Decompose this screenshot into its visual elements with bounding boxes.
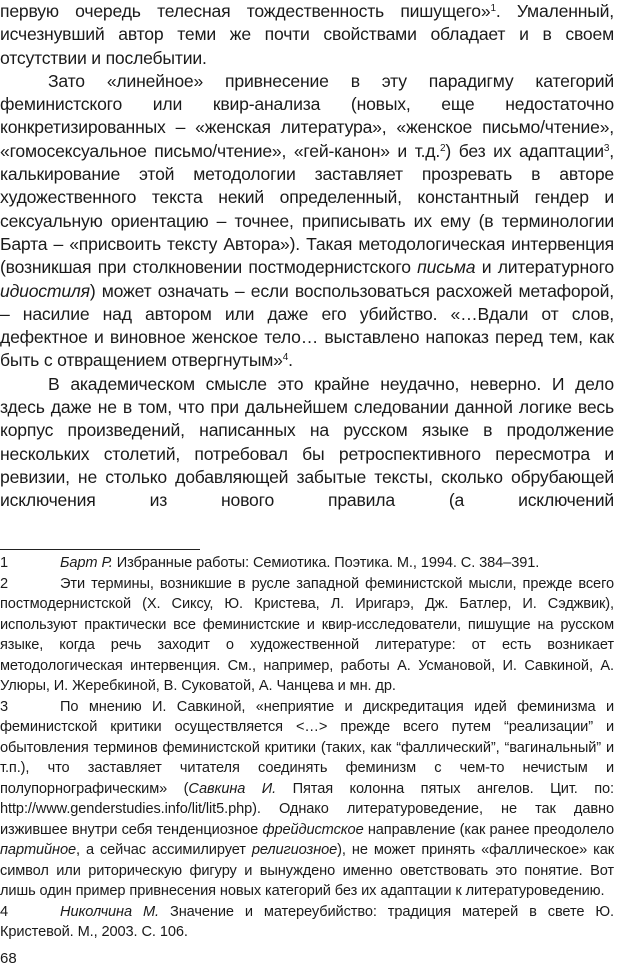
footnote-4: 4 Николчина М. Значение и матереубийство: традиция матерей в свете Ю. Кристевой. М., 2003. С. 106.	[0, 903, 614, 940]
footnote-1: 1 Барт Р. Избранные работы: Семиотика. Поэтика. М., 1994. С. 384–391.	[0, 553, 614, 574]
footnote-number: 1	[0, 555, 9, 571]
footnote-ref-4[interactable]: 4	[282, 352, 289, 364]
footnote-number: 2	[0, 575, 9, 592]
footnotes	[0, 553, 614, 943]
footnote-ref-3[interactable]: 3	[603, 142, 610, 154]
paragraph-2: В академическом смысле это крайне неудачно, неверно. И дело здесь даже не в том, что при дальнейшем следовании данной логике весь корпус произведений, написанных на русском языке в продолжение нескольких столетий, потребовал бы ретроспективного пересмотра и ревизии, не столько добавляющей забытые тексты, сколько обрубающей исключения из нового правила (а исключений	[0, 373, 614, 511]
footnote-2: 2 Эти термины, возникшие в русле западной феминистской мысли, прежде всего постмодернистской (Х. Сиксу, Ю. Кристева, Л. Иригарэ, Дж. Батлер, И. Сэджвик), используют практически все феминистские и квир-исследователи, пишущие на русском языке, когда речь заходит о художественной литературе: от есть возникает методологическая интервенция. См., например, работы А. Усмановой, И. Савкиной, А. Улюры, И. Жеребкиной, В. Суковатой, А. Чанцева и мн. др.	[0, 575, 614, 694]
footnote-number: 3	[0, 698, 9, 715]
footnote-number: 4	[0, 903, 9, 920]
paragraph-0: первую очередь телесная тождественность пишущего»$^1$. Умаленный, исчезнувший автор теми же почти свойствами обладает и в своем отсутствии и послебытии.	[0, 1, 614, 68]
footnote-ref-2[interactable]: 2	[440, 142, 446, 154]
footnote-divider	[0, 549, 200, 550]
page-number: 68	[0, 950, 17, 967]
paragraph-1: Зато «линейное» привнесение в эту парадигму категорий феминистского или квир-анализа (новых, еще недостаточно конкретизированных – «женская литература», «женское письмо/чтение», «гомосексуальное письмо/чтение», «гей-канон» и т.д.$^2$) без их адаптации$^3$, калькирование этой методологии заставляет прозревать в авторе художественного текста некий определенный, константный гендер и сексуальную ориентацию – точнее, приписывать их ему (в терминологии Барта – «присвоить тексту Автора»). Такая методологическая интервенция (возникшая при столкновении постмодернистского письма и литературного идиостиля) может означать – если воспользоваться расхожей метафорой, – насилие над автором или даже его убийство. «…Вдали от слов, дефектное и виновное женское тело… выставлено напоказ перед тем, как быть с отвращением отвергнутым»$^4$.	[0, 70, 614, 371]
footnote-3: 3 По мнению И. Савкиной, «неприятие и дискредитация идей феминизма и феминистской критики осуществляется <…> прежде всего путем “реализации” и обытовления терминов феминистской критики (таких, как “фаллический”, “вагинальный” и т.п.), что заставляет читателя соединять феминизм с чем-то нечистым и полупорнографическим» (Савкина И. Пятая колонна пятых ангелов. Цит. по: http://www.genderstudies.info/lit/lit5.php). Однако литературоведение, не так давно изжившее внутри себя тенденциозное фрейдистское направление (как ранее преодолело партийное, а сейчас ассимилирует религиозное), не может принять «фаллическое» как символ или риторическую фигуру и вынуждено именно оветствовать это понятие. Вот лишь один пример привнесения новых категорий без их адаптации к литературоведению.	[0, 698, 615, 899]
footnote-ref-1[interactable]: 1	[490, 3, 496, 14]
